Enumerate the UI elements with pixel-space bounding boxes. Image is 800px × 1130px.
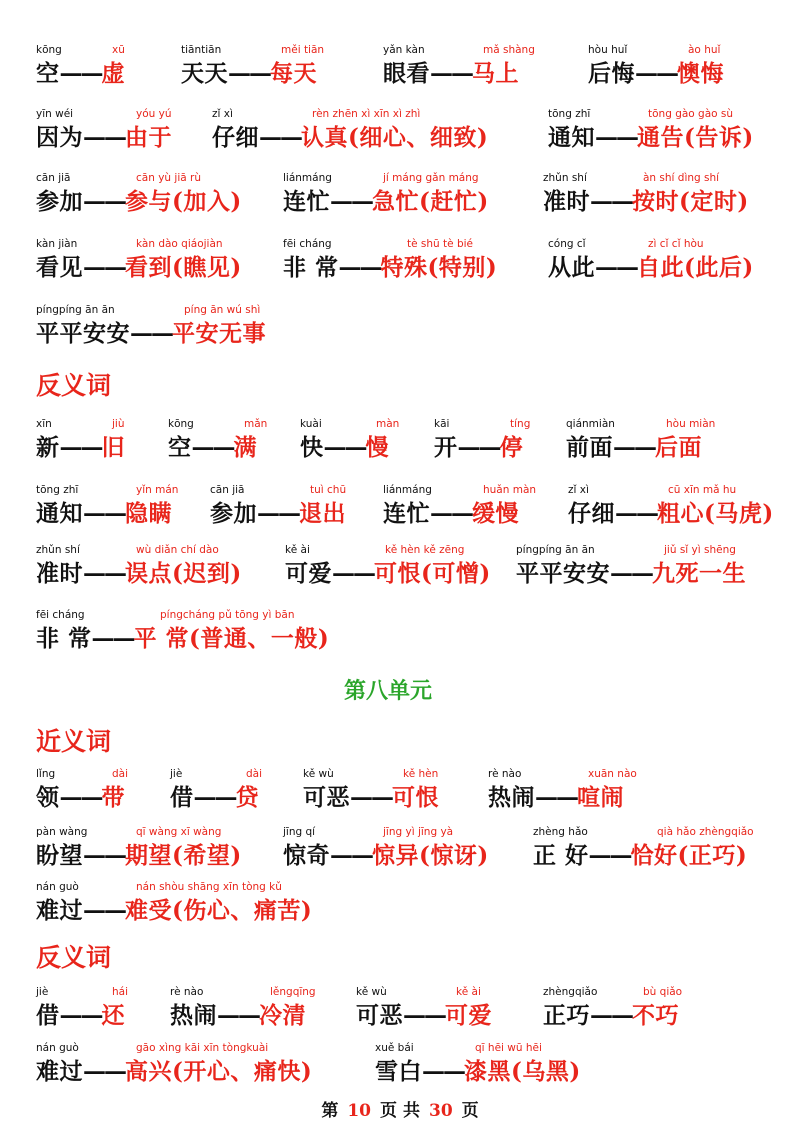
word-line [533, 841, 747, 871]
pinyin-pair: cū xīn mǎ hu [668, 484, 737, 496]
paired-word: 缓慢 [472, 500, 519, 527]
pinyin-pair: jí máng gǎn máng [383, 172, 479, 184]
base-word: 从此 [548, 254, 595, 281]
pinyin-base: zhǔn shí [36, 544, 80, 556]
pinyin-pair: àn shí dìng shí [643, 172, 720, 184]
base-word: 空 [168, 434, 192, 461]
base-word: 可恶 [356, 1002, 403, 1029]
paired-word: 贷 [235, 784, 259, 811]
pinyin-base: lǐng [36, 768, 56, 780]
paired-word: 旧 [101, 434, 125, 461]
paired-word: 参与(加入) [125, 188, 242, 215]
paired-word: 喧闹 [577, 784, 624, 811]
dash: —— [635, 60, 677, 87]
word-pair [548, 238, 800, 286]
base-word: 前面 [566, 434, 613, 461]
paired-word: 可爱 [445, 1002, 492, 1029]
paired-word: 恰好(正巧) [630, 842, 748, 869]
paired-word: 自此(此后) [637, 254, 754, 281]
pinyin-base: kàn jiàn [36, 238, 78, 250]
pinyin-base: jiè [170, 768, 183, 780]
word-line [543, 1001, 679, 1031]
base-word: 借 [36, 1002, 60, 1029]
dash: —— [91, 625, 134, 652]
base-word: 仔细 [212, 124, 259, 151]
dash: —— [83, 1058, 125, 1085]
base-word: 平平安安 [516, 560, 610, 587]
base-word: 参加 [36, 188, 83, 215]
base-word: 因为 [36, 124, 83, 151]
base-word: 正 好 [533, 842, 589, 869]
pinyin-base: cān jiā [210, 484, 245, 496]
pinyin-base: rè nào [488, 768, 522, 780]
pinyin-pair: tíng [510, 418, 531, 430]
base-word: 仔细 [568, 500, 615, 527]
word-pair [543, 172, 800, 220]
pinyin-pair: dài [112, 768, 129, 780]
base-word: 难过 [36, 897, 83, 924]
pinyin-pair: mǎ shàng [483, 44, 535, 56]
word-line [283, 187, 489, 217]
base-word: 眼看 [383, 60, 430, 87]
paired-word: 难受(伤心、痛苦) [125, 897, 313, 924]
pinyin-pair: qī hēi wū hēi [475, 1042, 542, 1054]
pinyin-pair: kàn dào qiáojiàn [136, 238, 223, 250]
pinyin-pair: jīng yì jīng yà [383, 826, 454, 838]
pinyin-pair: wù diǎn chí dào [136, 544, 219, 556]
base-word: 惊奇 [283, 842, 330, 869]
dash: —— [83, 254, 125, 281]
word-line [36, 783, 125, 813]
dash: —— [330, 188, 372, 215]
paired-word: 带 [101, 784, 125, 811]
base-word: 通知 [36, 500, 83, 527]
word-line [566, 433, 702, 463]
paired-word: 后面 [655, 434, 702, 461]
pinyin-base: jiè [36, 986, 49, 998]
antonym-heading-8: 反义词 [36, 943, 112, 972]
pinyin-pair: mǎn [244, 418, 268, 430]
dash: —— [430, 500, 472, 527]
pinyin-base: kōng [36, 44, 62, 56]
base-word: 非 常 [36, 625, 92, 652]
base-word: 领 [36, 784, 60, 811]
pinyin-base: zhèng hǎo [533, 826, 588, 838]
dash: —— [59, 784, 102, 811]
word-pair [36, 881, 366, 929]
base-word: 参加 [210, 500, 257, 527]
word-line [36, 187, 242, 217]
pinyin-pair: màn [376, 418, 400, 430]
pinyin-base: hòu huǐ [588, 44, 628, 56]
base-word: 准时 [543, 188, 590, 215]
paired-word: 可恨(可憎) [374, 560, 491, 587]
dash: —— [59, 434, 102, 461]
paired-word: 特殊(特别) [380, 254, 498, 281]
word-line [36, 319, 266, 349]
word-line [36, 559, 242, 589]
dash: —— [130, 320, 172, 347]
paired-word: 按时(定时) [632, 188, 749, 215]
base-word: 非 常 [283, 254, 339, 281]
word-line [36, 896, 312, 926]
pinyin-pair: bù qiǎo [643, 986, 683, 998]
pinyin-pair: píng ān wú shì [184, 304, 261, 316]
word-pair [566, 418, 800, 466]
word-line [170, 1001, 306, 1031]
dash: —— [323, 434, 366, 461]
dash: —— [610, 560, 652, 587]
base-word: 可爱 [285, 560, 332, 587]
pinyin-pair: tōng gào gào sù [648, 108, 734, 120]
dash: —— [83, 188, 125, 215]
page-number: 10 [347, 1101, 371, 1121]
word-pair [543, 986, 800, 1034]
dash: —— [590, 1002, 632, 1029]
word-line [210, 499, 346, 529]
word-line [170, 783, 259, 813]
dash: —— [191, 434, 234, 461]
word-line [283, 253, 497, 283]
dash: —— [83, 500, 125, 527]
paired-word: 马上 [472, 60, 519, 87]
dash: —— [83, 124, 125, 151]
pinyin-pair: qià hǎo zhèngqiǎo [657, 826, 754, 838]
dash: —— [595, 124, 637, 151]
paired-word: 平安无事 [172, 320, 266, 347]
pinyin-base: zǐ xì [212, 108, 233, 120]
paired-word: 高兴(开心、痛快) [125, 1058, 313, 1085]
pinyin-base: cān jiā [36, 172, 71, 184]
word-line [283, 841, 489, 871]
word-pair [533, 826, 800, 874]
paired-word: 每天 [270, 60, 317, 87]
word-line [36, 433, 125, 463]
dash: —— [588, 842, 631, 869]
pinyin-base: nán guò [36, 1042, 79, 1054]
pinyin-base: xuě bái [375, 1042, 414, 1054]
word-line [36, 253, 242, 283]
pinyin-pair: kě ài [456, 986, 481, 998]
paired-word: 可恨 [392, 784, 439, 811]
dash: —— [83, 897, 125, 924]
pinyin-pair: jiù [112, 418, 125, 430]
pinyin-pair: píngcháng pǔ tōng yì bān [160, 609, 295, 621]
pinyin-base: rè nào [170, 986, 204, 998]
pinyin-base: kě wù [356, 986, 387, 998]
pinyin-pair: qī wàng xī wàng [136, 826, 222, 838]
paired-word: 冷清 [259, 1002, 306, 1029]
footer-text: 页 [380, 1101, 397, 1121]
dash: —— [613, 434, 655, 461]
pinyin-base: tiāntiān [181, 44, 222, 56]
pinyin-pair: rèn zhēn xì xīn xì zhì [312, 108, 421, 120]
pinyin-pair: yóu yú [136, 108, 172, 120]
paired-word: 惊异(惊讶) [372, 842, 489, 869]
paired-word: 懊悔 [677, 60, 724, 87]
dash: —— [332, 560, 374, 587]
word-line [516, 559, 746, 589]
word-line [548, 253, 754, 283]
pinyin-pair: zì cǐ cǐ hòu [648, 238, 704, 250]
word-pair [36, 304, 366, 352]
base-word: 后悔 [588, 60, 635, 87]
paired-word: 认真(细心、细致) [301, 124, 489, 151]
paired-word: 期望(希望) [125, 842, 242, 869]
pinyin-pair: lěngqīng [270, 986, 316, 998]
base-word: 空 [36, 60, 60, 87]
pinyin-base: zǐ xì [568, 484, 589, 496]
word-line [36, 499, 172, 529]
pinyin-base: tōng zhī [548, 108, 591, 120]
dash: —— [535, 784, 577, 811]
pinyin-pair: xuān nào [588, 768, 637, 780]
dash: —— [257, 500, 299, 527]
dash: —— [330, 842, 372, 869]
pinyin-base: kāi [434, 418, 450, 430]
dash: —— [422, 1058, 464, 1085]
pinyin-base: pàn wàng [36, 826, 88, 838]
paired-word: 粗心(马虎) [657, 500, 774, 527]
dash: —— [403, 1002, 445, 1029]
paired-word: 不巧 [632, 1002, 679, 1029]
pinyin-base: fēi cháng [283, 238, 332, 250]
pinyin-pair: dài [246, 768, 263, 780]
paired-word: 慢 [365, 434, 389, 461]
word-pair [588, 44, 800, 92]
pinyin-base: nán guò [36, 881, 79, 893]
pinyin-base: cóng cǐ [548, 238, 586, 250]
dash: —— [590, 188, 632, 215]
base-word: 天天 [181, 60, 228, 87]
word-line [36, 59, 125, 89]
paired-word: 平 常(普通、一般) [133, 625, 330, 652]
dash: —— [430, 60, 472, 87]
pinyin-base: xīn [36, 418, 52, 430]
word-line [434, 433, 523, 463]
word-line [36, 841, 242, 871]
dash: —— [615, 500, 657, 527]
pinyin-base: fēi cháng [36, 609, 85, 621]
word-pair [516, 544, 800, 592]
word-pair [568, 484, 800, 532]
paired-word: 满 [233, 434, 257, 461]
pinyin-pair: jiǔ sǐ yì shēng [664, 544, 736, 556]
dash: —— [457, 434, 500, 461]
base-word: 热闹 [170, 1002, 217, 1029]
pinyin-pair: měi tiān [281, 44, 325, 56]
base-word: 盼望 [36, 842, 83, 869]
base-word: 新 [36, 434, 60, 461]
word-line [568, 499, 774, 529]
footer-text: 页 [461, 1101, 479, 1121]
pinyin-base: liánmáng [283, 172, 332, 184]
synonym-heading: 近义词 [36, 727, 112, 756]
pinyin-pair: yǐn mán [136, 484, 179, 496]
paired-word: 九死一生 [652, 560, 746, 587]
pinyin-base: zhǔn shí [543, 172, 587, 184]
word-line [356, 1001, 492, 1031]
pinyin-base: kě wù [303, 768, 334, 780]
base-word: 连忙 [283, 188, 330, 215]
dash: —— [228, 60, 270, 87]
word-pair [212, 108, 542, 156]
pinyin-base: píngpíng ān ān [516, 544, 595, 556]
word-pair [36, 609, 366, 657]
base-word: 连忙 [383, 500, 430, 527]
pinyin-pair: tè shū tè bié [407, 238, 473, 250]
antonym-heading: 反义词 [36, 371, 112, 400]
pinyin-pair: ào huǐ [688, 44, 721, 56]
pinyin-base: kuài [300, 418, 322, 430]
pinyin-pair: hái [112, 986, 129, 998]
pinyin-pair: kě hèn kě zēng [385, 544, 465, 556]
base-word: 热闹 [488, 784, 535, 811]
word-line [548, 123, 754, 153]
pinyin-pair: cān yù jiā rù [136, 172, 201, 184]
dash: —— [595, 254, 637, 281]
pinyin-pair: gāo xìng kāi xīn tòngkuài [136, 1042, 269, 1054]
word-line [383, 499, 519, 529]
pinyin-base: tōng zhī [36, 484, 79, 496]
base-word: 快 [300, 434, 324, 461]
dash: —— [350, 784, 392, 811]
footer-text: 共 [403, 1101, 420, 1121]
pinyin-pair: xū [112, 44, 125, 56]
pinyin-base: kōng [168, 418, 194, 430]
base-word: 雪白 [375, 1058, 422, 1085]
base-word: 平平安安 [36, 320, 130, 347]
paired-word: 虚 [101, 60, 125, 87]
pinyin-pair: huǎn màn [483, 484, 537, 496]
dash: —— [259, 124, 301, 151]
base-word: 可恶 [303, 784, 350, 811]
word-line [181, 59, 317, 89]
pinyin-base: píngpíng ān ān [36, 304, 115, 316]
paired-word: 停 [499, 434, 523, 461]
word-line [588, 59, 724, 89]
base-word: 难过 [36, 1058, 83, 1085]
base-word: 准时 [36, 560, 83, 587]
word-line [36, 1057, 312, 1087]
word-line [36, 1001, 125, 1031]
dash: —— [59, 1002, 102, 1029]
pinyin-base: jīng qí [283, 826, 316, 838]
paired-word: 通告(告诉) [637, 124, 754, 151]
pinyin-base: qiánmiàn [566, 418, 615, 430]
base-word: 通知 [548, 124, 595, 151]
paired-word: 误点(迟到) [125, 560, 242, 587]
paired-word: 由于 [125, 124, 172, 151]
dash: —— [217, 1002, 259, 1029]
dash: —— [83, 560, 125, 587]
base-word: 正巧 [543, 1002, 590, 1029]
dash: —— [193, 784, 236, 811]
word-pair [548, 108, 800, 156]
page-footer [0, 1096, 800, 1121]
pinyin-base: yīn wéi [36, 108, 74, 120]
paired-word: 看到(瞧见) [125, 254, 242, 281]
pinyin-pair: nán shòu shāng xīn tòng kǔ [136, 881, 282, 893]
word-line [285, 559, 491, 589]
word-line [543, 187, 749, 217]
paired-word: 漆黑(乌黑) [464, 1058, 581, 1085]
base-word: 借 [170, 784, 194, 811]
pinyin-pair: hòu miàn [666, 418, 716, 430]
pinyin-base: liánmáng [383, 484, 432, 496]
unit-8-title: 第八单元 [344, 678, 433, 704]
pinyin-base: yǎn kàn [383, 44, 425, 56]
dash: —— [338, 254, 381, 281]
paired-word: 还 [101, 1002, 125, 1029]
word-pair [488, 768, 800, 816]
base-word: 看见 [36, 254, 83, 281]
word-line [36, 624, 329, 654]
pinyin-pair: tuì chū [310, 484, 347, 496]
dash: —— [59, 60, 102, 87]
base-word: 开 [434, 434, 458, 461]
pinyin-base: zhèngqiǎo [543, 986, 598, 998]
word-line [212, 123, 488, 153]
word-line [488, 783, 624, 813]
word-pair [36, 1042, 366, 1090]
footer-text: 第 [321, 1101, 339, 1121]
total-pages: 30 [429, 1101, 453, 1121]
paired-word: 隐瞒 [125, 500, 172, 527]
dash: —— [83, 842, 125, 869]
word-line [300, 433, 389, 463]
word-line [36, 123, 172, 153]
pinyin-pair: kě hèn [403, 768, 439, 780]
word-line [168, 433, 257, 463]
word-pair [375, 1042, 705, 1090]
word-line [303, 783, 439, 813]
word-line [375, 1057, 581, 1087]
paired-word: 退出 [299, 500, 346, 527]
paired-word: 急忙(赶忙) [372, 188, 489, 215]
pinyin-base: kě ài [285, 544, 310, 556]
word-line [383, 59, 519, 89]
